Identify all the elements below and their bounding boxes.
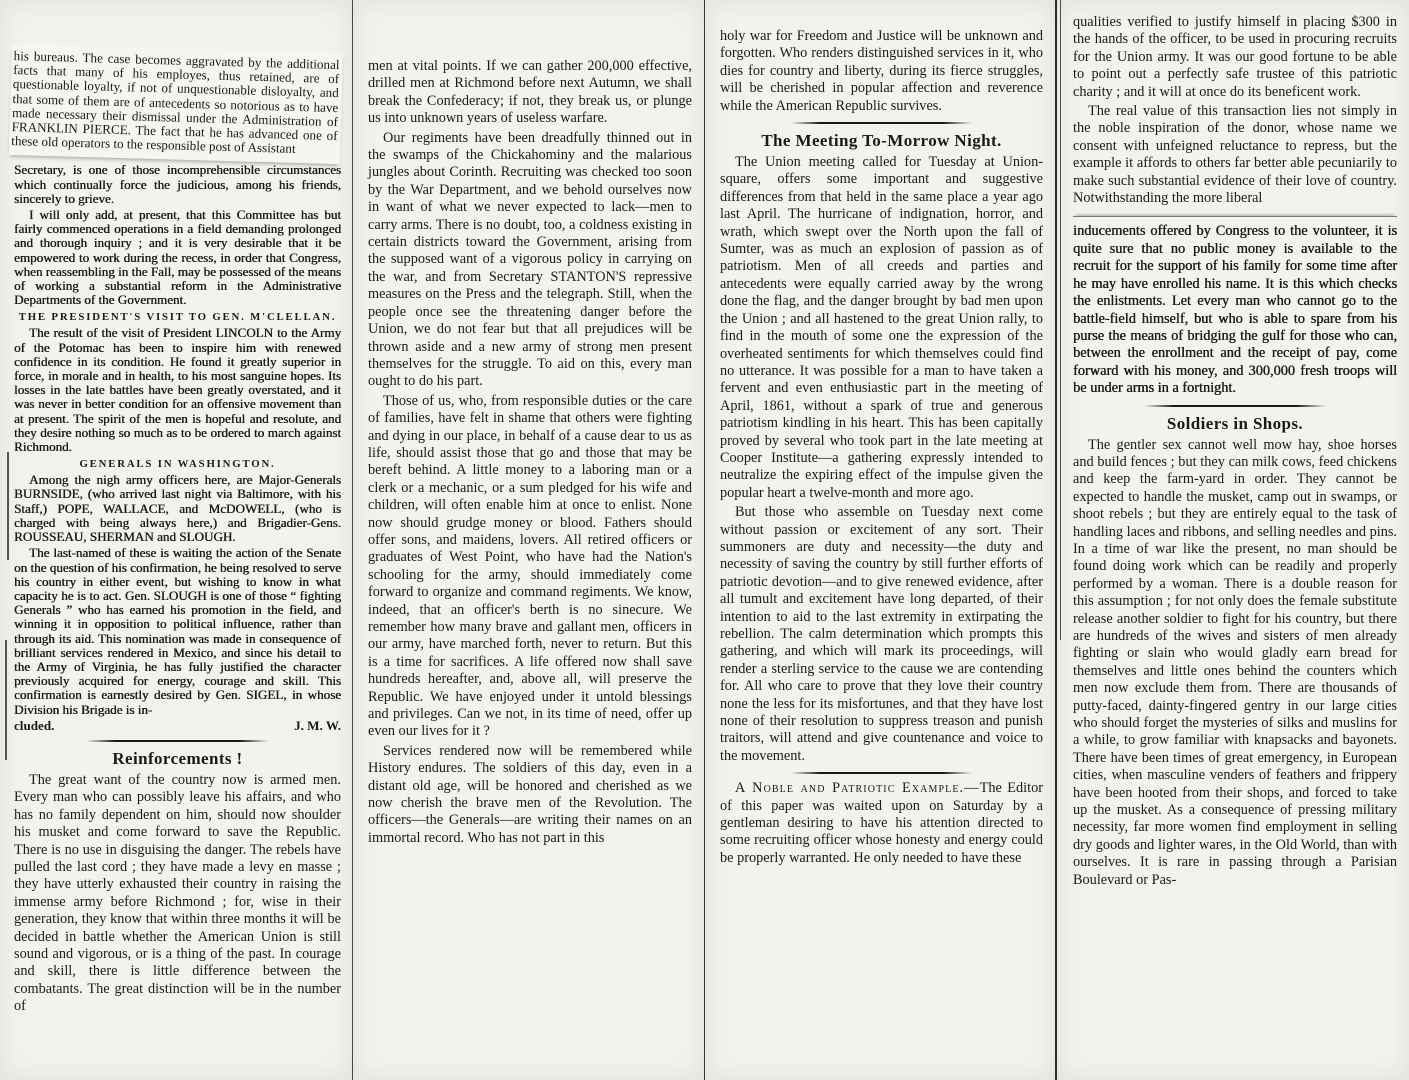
article-paragraph: Those of us, who, from responsible duties or the care of families, have felt in shame that others were fighting and dying in our place, in behalf of a cause dear to us as life, should assist those that go and those that may be bereft behind. A little money to a laboring man or a clerk or a mechanic, or a sum pledged for his wife and children, will often enable him at once to enlist. None now should grudge money or blood. Fathers should offer sons, and maidens, lovers. All retired officers or graduates of West Point, who have had the Nation's schooling for the army, should immediately come forward to organize and command regiments. We know, indeed, that an officer's berth is no sinecure. We remember how many brave and gallant men, officers in our army, have marched forth, never to return. But this is a time for sacrifices. A life offered now shall save hundreds hereafter, and, above all, will preserve the Republic. We have enjoyed under it untold blessings and privileges. Can we not, in its time of need, offer up even our lives for it ?	[368, 392, 692, 740]
article-paragraph: Secretary, is one of those incomprehensible circumstances which continually force the judicious, among his friends, sincerely to grieve.	[14, 162, 341, 206]
section-divider-rule	[1144, 405, 1325, 407]
headline-reinforcements: Reinforcements !	[112, 748, 243, 768]
section-divider-rule	[86, 740, 269, 742]
article-paragraph: The result of the visit of President LINCOLN to the Army of the Potomac has been to inspire him with renewed confidence in its condition. He found it greatly superior in force, in morale and in health, to his most sanguine hopes. Its losses in the late battles have been greatly overstated, and it was never in better condition for an offensive movement than at present. The spirit of the men is hopeful and resolute, and they desire nothing so much as to be ordered to march against Richmond.	[14, 325, 341, 455]
subhead-presidents-visit: THE PRESIDENT'S VISIT TO GEN. M'CLELLAN.	[18, 311, 337, 324]
article-paragraph: qualities verified to justify himself in placing $300 in the hands of the officer, to be used in procuring recruits for the Union army. It was our good fortune to be able to point out a perfectly safe trustee of this patriotic charity ; and it will at once do its beneficent work.	[1073, 14, 1397, 100]
noble-example-item	[720, 780, 1043, 867]
article-text: The Editor of this paper was waited upon on Saturday by a gentleman desiring to have his attention directed to some recruiting officer whose honesty and energy could be properly warranted. He only needed to have these	[720, 780, 1043, 866]
article-paragraph: The great want of the country now is armed men. Every man who can possibly leave his affairs, and who has no family dependent on him, should now shoulder his musket and come forward to save the Republic. There is no use in disguising the danger. The rebels have pulled the last cord ; they have made a levy en masse ; they have utterly exhausted their country in raising the immense army before Richmond ; for, wise in their generation, they know that within three months it will be decided in battle whether the American Union is still sound and vigorous, or is a thing of the past. In courage and skill, there is little difference between the combatants. The great distinction will be in the number of	[14, 771, 341, 1015]
article-paragraph: The real value of this transaction lies not simply in the noble inspiration of the donor, whose name we consent with unfeigned reluctance to repress, but the example it affords to others far better able pecuniarily to make such substantial evidence of their love of country. Notwithstanding the more liberal	[1073, 103, 1397, 207]
paragraph-continuation: cluded.	[14, 717, 55, 733]
column-3	[704, 0, 1055, 1080]
headline-soldiers-in-shops: Soldiers in Shops.	[1166, 413, 1304, 433]
article-paragraph: his bureaus. The case becomes aggravated by the additional facts that many of his employes, thus retained, are of questionable loyalty, if not of unquestionable disloyalty, and that some of them are of antecedents so notorious as to have made necessary their dismissal under the Administration of FRANKLIN PIERCE. The fact that he has advanced one of these old operators to the responsible post of Assistant	[9, 44, 343, 165]
section-divider-rule	[791, 122, 972, 124]
run-in-heading: A Noble and Patriotic Example.—	[735, 780, 980, 797]
article-paragraph: The last-named of these is waiting the action of the Senate on the question of his confirmation, he being resolved to serve his country in either event, but wishing to know in what capacity he is to act. Gen. SLOUGH is one of those “ fighting Generals ” who has earned his promotion in the field, and winning it in opposition to political influence, rather than through its aid. This nomination was made in consequence of brilliant services rendered in Mexico, and since his detail to the Army of Virginia, he has fully justified the character previously acquired for energy, courage and skill. This confirmation is earnestly desired by Gen. SIGEL, in whose Division his Brigade is in-	[14, 545, 341, 717]
article-paragraph: I will only add, at present, that this Committee has but fairly commenced operations in a field demanding prolonged and thorough inquiry ; and it is very desirable that it be empowered to work during the recess, in order that Congress, when reassembling in the Fall, may be possessed of the means of working a substantial reform in the Administrative Departments of the Government.	[14, 207, 341, 308]
section-divider-rule	[791, 772, 972, 774]
article-paragraph: inducements offered by Congress to the volunteer, it is quite sure that no public money is available to the recruit for the support of his family for some time after he may have enrolled his name. It is this which checks the enlistments. Let every man who cannot go to the battle-field himself, but who is able to spare from his purse the means of bridging the gulf for those who can, between the enrollment and the receipt of pay, come forward with his money, and 300,000 fresh troops will be under arms in a fortnight.	[1073, 216, 1397, 397]
article-paragraph: Our regiments have been dreadfully thinned out in the swamps of the Chickahominy and the malarious jungles about Corinth. Recruiting was checked too soon by the War Department, and we behold ourselves now in want of what we never expected to lack—men to carry arms. There is no doubt, too, a coldness existing in certain districts toward the Government, arising from the supposed want of a vigorous policy in carrying on the war, and from Secretary STANTON'S repressive measures on the Press and the telegraph. Still, when the people once see the threatening danger before the Union, we do not fear but that all prejudices will be thrown aside and a new army of strong men present themselves for the struggle. To aid on this, every man ought to do his part.	[368, 129, 692, 390]
article-paragraph: Among the nigh army officers here, are Major-Generals BURNSIDE, (who arrived last night via Baltimore, with his Staff,) POPE, WALLACE, and McDOWELL, (who is charged with being always here,) and Brigadier-Gens. ROUSSEAU, SHERMAN and SLOUGH.	[14, 472, 341, 545]
article-paragraph: men at vital points. If we can gather 200,000 effective, drilled men at Richmond before next Autumn, we shall break the Confederacy; if not, they break us, or plunge us into unknown years of useless warfare.	[368, 58, 692, 127]
article-paragraph: The Union meeting called for Tuesday at Union-square, offers some important and suggestive differences from that held in the same place a year ago last April. The hurricane of indignation, horror, and wrath, which swept over the North upon the fall of Sumter, was as much an explosion of passion as of patriotism. Men of all creeds and parties and antecedents were equally carried away by the wrong done the flag, and the danger brought by bad men upon the Union ; and all hastened to the great Union rally, to find in the mouth of some one the expression of the overheated sentiments for which themselves could find no utterance. It was possible for a man to have taken a fervent and even enthusiastic part in the meeting of April, 1861, without a spark of true and generous patriotism kindling in his heart. This has been capitally proved by several who took part in the late meeting at Cooper Institute—a gathering expressly intended to neutralize the expiring effect of the impulse given the popular heart a twelve-month and more ago.	[720, 154, 1043, 501]
article-paragraph: But those who assemble on Tuesday next come without passion or excitement of any sort. Their summoners are duty and necessity—the duty and necessity of saving the country by still further efforts of patriotic devotion—and to give renewed evidence, after all tumult and excitement have long departed, of their intention to aid to the last extremity in extirpating the rebellion. The calm determination which prompts this gathering, and which will mark its proceedings, will render a sterling service to the cause we are contending for. All who care to prove that they love their country none the less for its misfortunes, and that they have lost none of their resolution to suppress treason and punish traitors, will attend and give countenance and voice to the movement.	[720, 504, 1043, 764]
subhead-generals-in-washington: GENERALS IN WASHINGTON.	[79, 458, 276, 471]
article-paragraph: holy war for Freedom and Justice will be unknown and forgotten. Who renders distinguished services in it, who dies for country and liberty, during its fierce struggles, will be cherished in popular affection and reverence while the American Republic survives.	[720, 28, 1043, 114]
article-paragraph: Services rendered now will be remembered while History endures. The soldiers of this day, even in a distant old age, will be honored and cherished as we now cherish the brave men of the Revolution. The officers—the Generals—are writing their names on an immortal record. Who has not part in this	[368, 742, 692, 846]
column-1	[0, 0, 352, 1080]
article-paragraph: The gentler sex cannot well mow hay, shoe horses and build fences ; but they can milk cows, feed chickens and keep the farm-yard in order. They cannot be expected to handle the musket, camp out in swamps, or shoot rebels ; but they are entirely equal to the task of handling laces and ribbons, and selling needles and pins. In a time of war like the present, no man should be found doing work which can be readily and properly performed by a woman. There is a double reason for this assumption ; for not only does the female substitute release another soldier to fight for his country, but there are hundreds of the wives and sisters of men already fighting or slain who would gladly earn bread for themselves and little ones behind the counters which men now exclude them from. There are thousands of putty-faced, dainty-fingered gentry in our large cities who should forget the mysteries of silks and muslins for a while, to grow familiar with knapsacks and bayonets. There have been times of great emergency, in European cities, when masculine venders of feathers and frippery have been hooted from their shops, and forced to take up the musket. As a consequence of pressing military necessity, far more women find employment in selling dry goods and lighter wares, in the Old World, than with ourselves. It is rare in passing through a Parisian Boulevard or Pas-	[1073, 436, 1397, 888]
correspondent-initials: J. M. W.	[294, 717, 341, 733]
column-2	[352, 0, 704, 1080]
scan-artifact	[7, 452, 9, 560]
scan-artifact	[5, 640, 7, 760]
column-4	[1055, 0, 1409, 1080]
signature-line	[14, 719, 341, 733]
headline-meeting-tomorrow-night: The Meeting To-Morrow Night.	[761, 131, 1002, 151]
